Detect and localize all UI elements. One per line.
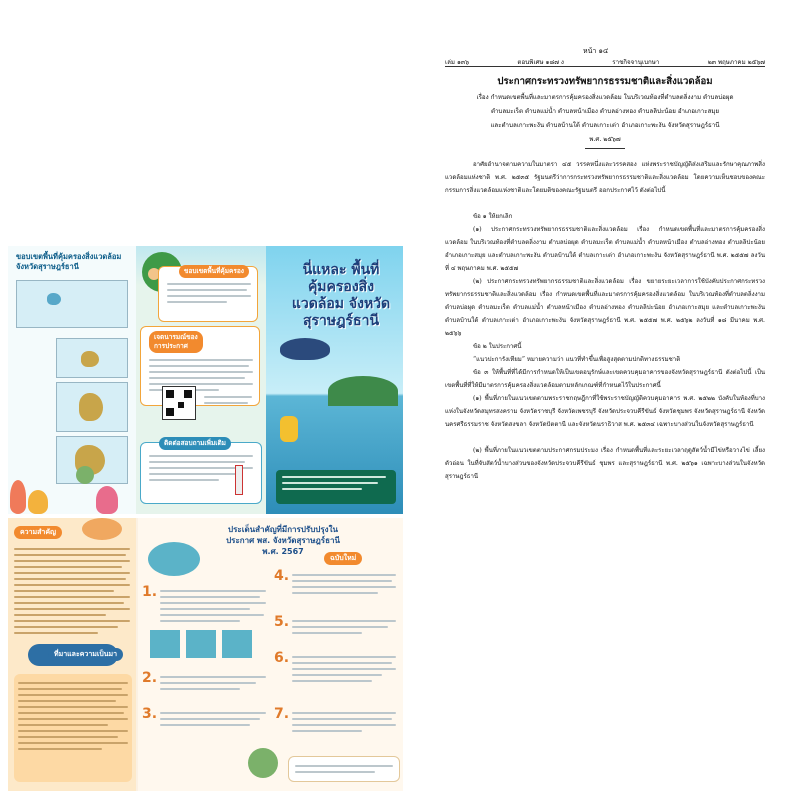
cover-footer [276, 470, 396, 504]
card-intent-title: เจตนารมณ์ของการประกาศ [149, 331, 203, 353]
card-intent [140, 326, 260, 406]
card-boundary [158, 266, 258, 322]
turtle-icon [248, 748, 278, 778]
step-number: 6. [274, 650, 290, 666]
subtitle-line: ตำบลมะเร็ต ตำบลแม่น้ำ ตำบลหน้าเมือง ตำบลอ่างทอง ตำบลลิปะน้อย อำเภอเกาะสมุย [490, 108, 720, 115]
subtitle-line: พ.ศ. ๒๕๖๗ [589, 136, 621, 143]
mini-map [150, 630, 180, 658]
step-number: 2. [142, 670, 158, 686]
clause-item: (๒) ประกาศกระทรวงทรัพยากรธรรมชาติและสิ่งแวดล้อม เรื่อง ขยายระยะเวลาการใช้บังคับประกาศกระทรวงทรัพยากรธรรมชาติและสิ่งแวดล้อม เรื่อง กำหนดเขตพื้นที่และมาตรการคุ้มครองสิ่งแวดล้อม ในบริเวณท้องที่ตำบลตลิ่งงาม ตำบลบ่อผุด ตำบลมะเร็ต ตำบลแม่น้ำ ตำบลหน้าเมือง ตำบลอ่างทอง ตำบลลิปะน้อย อำเภอเกาะสมุย และตำบลเกาะพะงัน ตำบลบ้านใต้ ตำบลเกาะเต่า อำเภอเกาะพะงัน จังหวัดสุราษฎร์ธานี พ.ศ. ๒๕๕๗ พ.ศ. ๒๕๖๒ ลงวันที่ ๑๘ มีนาคม พ.ศ. ๒๕๖๖ [445, 278, 765, 337]
publish-date: ๒๓ พฤษภาคม ๒๕๖๗ [707, 59, 765, 66]
page-number: หน้า ๑๔ [583, 47, 609, 55]
step-number: 7. [274, 706, 290, 722]
map-title: ขอบเขตพื้นที่คุ้มครองสิ่งแวดล้อมจังหวัดสุราษฎร์ธานี [16, 252, 122, 271]
title-divider [585, 148, 625, 149]
volume: เล่ม ๑๓๖ [445, 59, 470, 66]
cover-column [266, 246, 403, 514]
history-title: ที่มาและความเป็นมา [48, 648, 123, 661]
info-column [136, 246, 266, 514]
step-number: 4. [274, 568, 290, 584]
coral-decoration [82, 518, 122, 540]
map-koh-phangan [56, 382, 128, 432]
section: ตอนพิเศษ ๑๘๗ ง [517, 59, 564, 66]
updates-column [138, 518, 403, 791]
whale-shark-icon [280, 338, 330, 360]
subtitle-line: เรื่อง กำหนดเขตพื้นที่และมาตรการคุ้มครองสิ่งแวดล้อม ในบริเวณท้องที่ตำบลตลิ่งงาม ตำบลบ่อผุด [476, 94, 734, 101]
cover-title: นี่แหละ พื้นที่คุ้มครองสิ่งแวดล้อม จังหวัดสุราษฎร์ธานี [291, 262, 391, 329]
map-column [8, 246, 136, 514]
step-number: 5. [274, 614, 290, 630]
updates-title: ประเด็นสำคัญที่มีการปรับปรุงใน ประกาศ พส. จังหวัดสุราษฎร์ธานี พ.ศ. 2567 [226, 525, 340, 556]
clause-item: (๑) ประกาศกระทรวงทรัพยากรธรรมชาติและสิ่งแวดล้อม เรื่อง กำหนดเขตพื้นที่และมาตรการคุ้มครองสิ่งแวดล้อม ในบริเวณท้องที่ตำบลตลิ่งงาม ตำบลบ่อผุด ตำบลมะเร็ต ตำบลแม่น้ำ ตำบลหน้าเมือง ตำบลอ่างทอง ตำบลลิปะน้อย อำเภอเกาะสมุย และตำบลเกาะพะงัน ตำบลบ้านใต้ ตำบลเกาะเต่า อำเภอเกาะพะงัน จังหวัดสุราษฎร์ธานี พ.ศ. ๒๕๕๗ ลงวันที่ ๔ พฤษภาคม พ.ศ. ๒๕๕๗ [445, 226, 765, 272]
preamble: อาศัยอำนาจตามความในมาตรา ๔๕ วรรคหนึ่งและวรรคสอง แห่งพระราชบัญญัติส่งเสริมและรักษาคุณภาพสิ่งแวดล้อมแห่งชาติ พ.ศ. ๒๕๓๕ รัฐมนตรีว่าการกระทรวงทรัพยากรธรรมชาติและสิ่งแวดล้อม โดยความเห็นชอบของคณะกรรมการสิ่งแวดล้อมแห่งชาติและโดยมติของคณะรัฐมนตรี ออกประกาศไว้ ดังต่อไปนี้ [445, 161, 765, 194]
clause-item: (๑) พื้นที่ภายในแนวเขตตามพระราชกฤษฎีกาที่ใช้พระราชบัญญัติควบคุมอาคาร พ.ศ. ๒๕๒๒ บังคับในท้องที่บางแห่งในจังหวัดสมุทรสงคราม จังหวัดราชบุรี จังหวัดเพชรบุรี จังหวัดประจวบคีรีขันธ์ จังหวัดชุมพร จังหวัดสุราษฎร์ธานี จังหวัดนครศรีธรรมราช จังหวัดสงขลา จังหวัดปัตตานี และจังหวัดนราธิวาส พ.ศ. ๒๕๓๔ เฉพาะบางส่วนในจังหวัดสุราษฎร์ธานี [445, 395, 765, 428]
brochure-front [8, 246, 403, 514]
turtle-icon [76, 466, 94, 484]
document-title: ประกาศกระทรวงทรัพยากรธรรมชาติและสิ่งแวดล้อม [497, 76, 713, 87]
clause-item: (๒) พื้นที่ภายในแนวเขตตามประกาศกรมประมง เรื่อง กำหนดพื้นที่และระยะเวลาฤดูสัตว์น้ำมีไข่หรือวางไข่ เลี้ยงตัวอ่อน ในที่จับสัตว์น้ำบางส่วนของจังหวัดประจวบคีรีขันธ์ ชุมพร และสุราษฎร์ธานี พ.ศ. ๒๕๖๑ เฉพาะบางส่วนในจังหวัดสุราษฎร์ธานี [445, 447, 765, 480]
qr-code [162, 386, 196, 420]
card-contact-title: ติดต่อสอบถามเพิ่มเติม [159, 437, 231, 450]
step-number: 3. [142, 706, 158, 722]
gazette-name: ราชกิจจานุเบกษา [612, 59, 660, 66]
diver-icon [280, 416, 298, 442]
mini-map [186, 630, 216, 658]
lighthouse-icon [235, 465, 243, 495]
new-badge: ฉบับใหม่ [324, 552, 362, 565]
significance-column [8, 518, 136, 791]
brochure-image [8, 246, 403, 791]
card-boundary-title: ขอบเขตพื้นที่คุ้มครอง [179, 265, 249, 278]
gazette-document [445, 46, 765, 546]
island-icon [328, 376, 398, 406]
clause-heading: ข้อ ๑ ให้ยกเลิก [473, 213, 513, 220]
map-koh-tao [56, 338, 128, 378]
header-divider [445, 66, 765, 67]
subtitle-line: และตำบลเกาะพะงัน ตำบลบ้านใต้ ตำบลเกาะเต่า อำเภอเกาะพะงัน จังหวัดสุราษฎร์ธานี [490, 122, 720, 129]
coral-decoration [96, 486, 118, 514]
map-overview [16, 280, 128, 328]
significance-title: ความสำคัญ [14, 526, 62, 539]
card-contact [140, 439, 262, 504]
coral-decoration [10, 480, 26, 514]
coral-decoration [28, 490, 48, 514]
step-number: 1. [142, 584, 158, 600]
mini-map [222, 630, 252, 658]
island-photo [148, 542, 200, 576]
footnote-box [288, 756, 400, 782]
definition: “แนวปะการังเทียม” หมายความว่า แนวที่ทำขึ้นเพื่อสูงสุดตามปกติทางธรรมชาติ [473, 356, 681, 363]
brochure-back [8, 518, 403, 791]
clause-heading: ข้อ ๒ ในประกาศนี้ [473, 343, 522, 350]
clause-item: ข้อ ๓ ให้พื้นที่ที่ได้มีการกำหนดให้เป็นเขตอนุรักษ์และเขตควบคุมอาคารของจังหวัดสุราษฎร์ธานี ดังต่อไปนี้ เป็นเขตพื้นที่ที่ให้มีมาตรการคุ้มครองสิ่งแวดล้อมตามหลักเกณฑ์ที่กำหนดไว้ในประกาศนี้ [445, 369, 765, 389]
